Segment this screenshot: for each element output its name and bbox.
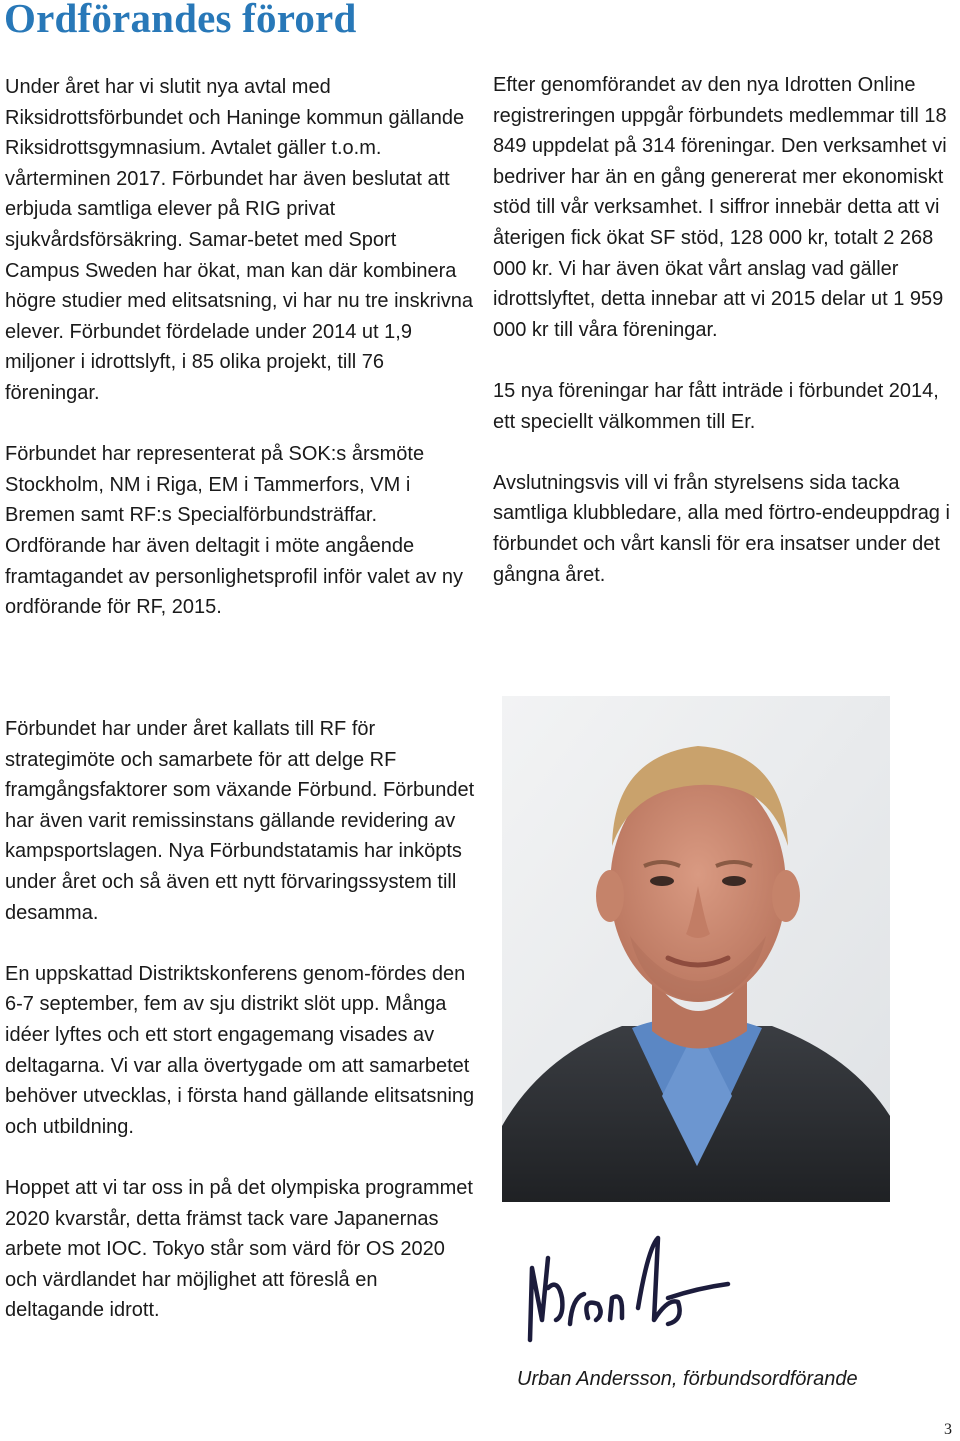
paragraph: 15 nya föreningar har fått inträde i förbundet 2014, ett speciellt välkommen till Er. [493,379,939,433]
paragraph: Efter genomförandet av den nya Idrotten Online registreringen uppgår förbundets medlemmar till 18 849 uppdelat på 314 föreningar. Den verksamhet vi bedriver har än en gång genererat mer ekonomiskt stöd till vår verksamhet. I siffror innebär detta att vi återigen fick ökat SF stöd, 128 000 kr, totalt 2 268 000 kr. Vi har även ökat vårt anslag vad gäller idrottslyftet, detta innebar att vi 2015 delar ut 1 959 000 kr till våra föreningar. [493,74,947,341]
right-column [493,70,953,621]
paragraph: Under året har vi slutit nya avtal med Riksidrottsförbundet och Haninge kommun gällande Riksidrottsgymnasium. Avtalet gäller t.o.m. vårterminen 2017. Förbundet har även beslutat att erbjuda samtliga elever på RIG privat sjukvårdsförsäkring. Samar-betet med Sport Campus Sweden har ökat, man kan där kombinera högre studier med elitsatsning, vi har nu tre inskrivna elever. Förbundet fördelade under 2014 ut 1,9 miljoner i idrottslyft, i 85 olika projekt, till 76 föreningar. [5,76,474,404]
paragraph: Förbundet har representerat på SOK:s årsmöte Stockholm, NM i Riga, EM i Tammerfors, VM i Bremen samt RF:s Specialförbundsträffar. Ordförande har även deltagit i möte angående framtagandet av personlighetsprofil inför valet av ny ordförande för RF, 2015. [5,443,464,619]
signature-graphic [518,1228,738,1348]
photo-caption: Urban Andersson, förbundsordförande [517,1368,858,1390]
chairman-portrait-photo [502,696,890,1202]
paragraph: Förbundet har under året kallats till RF för strategimöte och samarbete för att delge RF framgångsfaktorer som växande Förbund. Förbundet har även varit remissinstans gällande revidering av kampsportslagen. Nya Förbundstatamis har inköpts under året och så även ett nytt förvaringssystem till desamma. [5,718,475,924]
page-title: Ordförandes förord [4,0,357,41]
lower-left-column [5,714,475,1356]
left-column [5,72,475,653]
paragraph: Hoppet att vi tar oss in på det olympiska programmet 2020 kvarstår, detta främst tack vare Japanernas arbete mot IOC. Tokyo står som värd för OS 2020 och värdlandet har möjlighet att föreslå en deltagande idrott. [5,1176,473,1322]
paragraph: En uppskattad Distriktskonferens genom-fördes den 6-7 september, fem av sju distrikt slöt upp. Många idéer lyftes och ett stort engagemang visades av deltagarna. Vi var alla övertygade om att samarbetet behöver utvecklas, i första hand gällande elitsatsning och utbildning. [5,962,475,1138]
page-number: 3 [944,1421,952,1438]
paragraph: Avslutningsvis vill vi från styrelsens sida tacka samtliga klubbledare, alla med förtro-endeuppdrag i förbundet och vårt kansli för era insatser under det gångna året. [493,471,950,586]
